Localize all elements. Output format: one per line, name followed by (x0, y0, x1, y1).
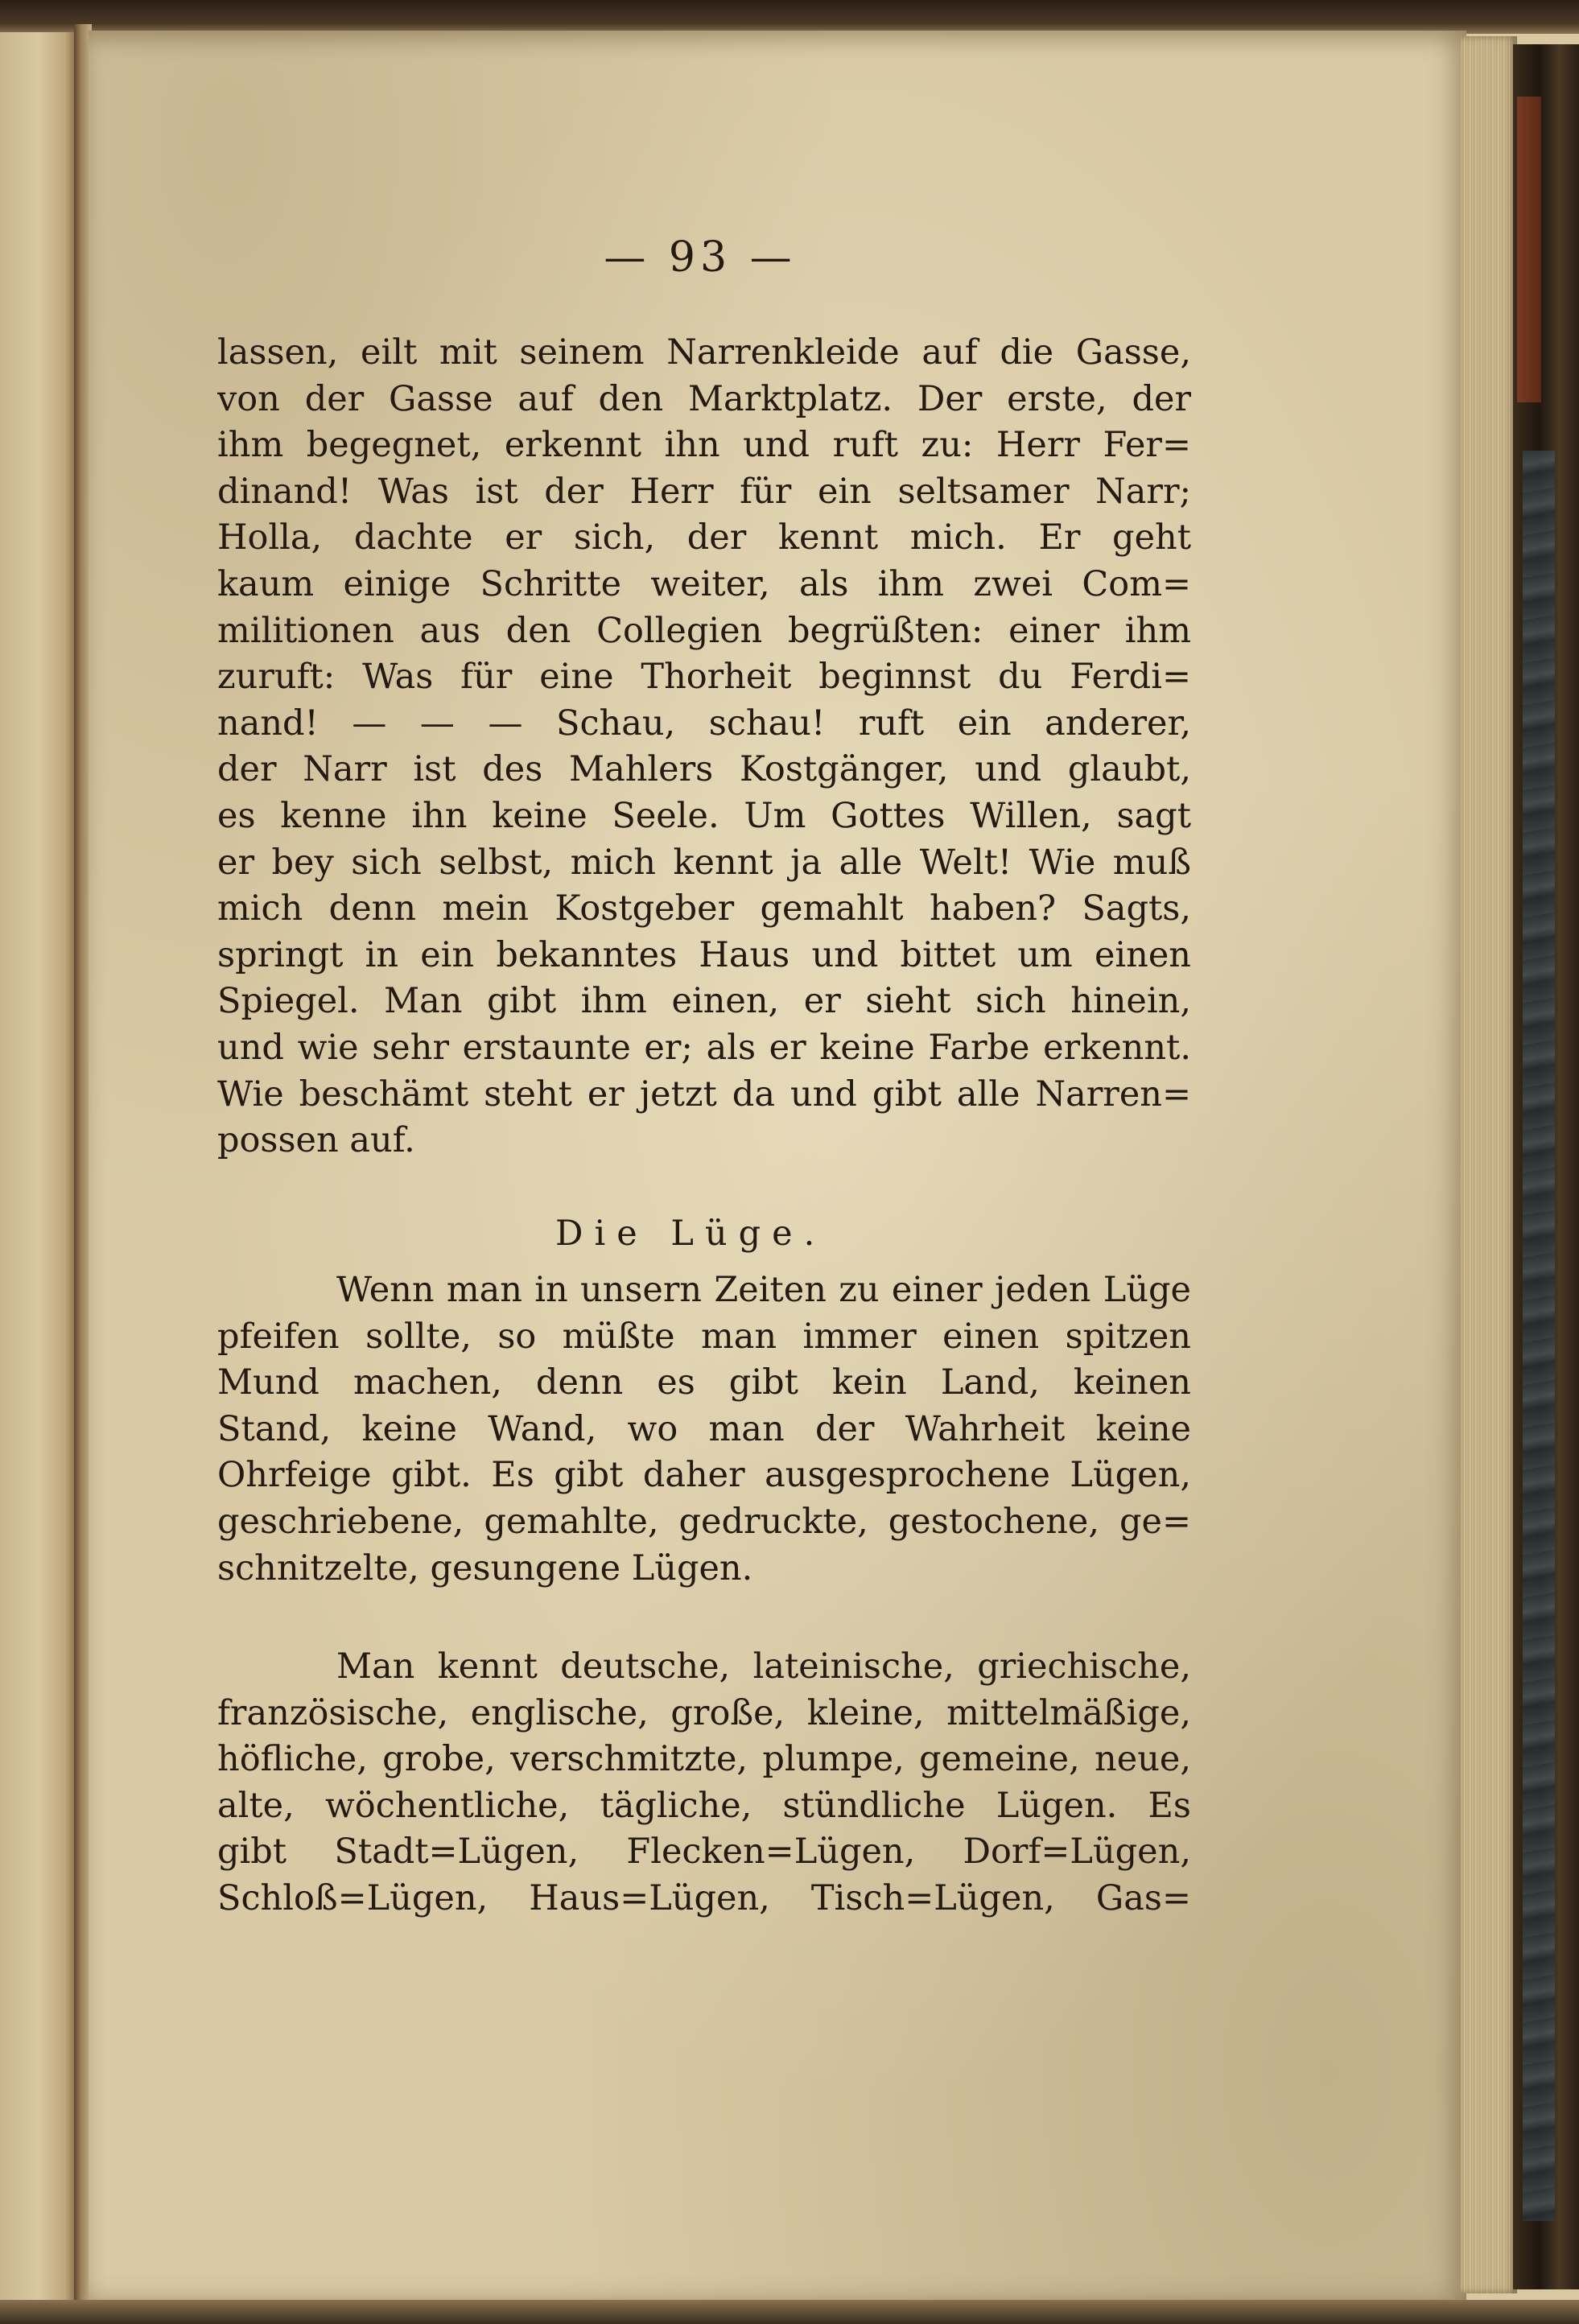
text-line: er bey sich selbst, mich kennt ja alle Welt! Wie muß (217, 842, 1191, 883)
text-line: mich denn mein Kostgeber gemahlt haben? Sagts, (217, 888, 1191, 929)
text-line: militionen aus den Collegien begrüßten: einer ihm (217, 610, 1191, 651)
text-line: kaum einige Schritte weiter, als ihm zwei Com= (217, 563, 1191, 604)
previous-page-edge (0, 32, 78, 2310)
text-line: gibt Stadt=Lügen, Flecken=Lügen, Dorf=Lügen, (217, 1832, 1191, 1873)
text-line: Ohrfeige gibt. Es gibt daher ausgesprochene Lügen, (217, 1455, 1191, 1496)
text-line: Wie beschämt steht er jetzt da und gibt alle Narren= (217, 1073, 1191, 1115)
paragraph-luege-kinds (217, 1644, 1191, 1922)
text-line: schnitzelte, gesungene Lügen. (217, 1547, 753, 1588)
text-line: possen auf. (217, 1120, 415, 1161)
text-line: Spiegel. Man gibt ihm einen, er sieht sich hinein, (217, 981, 1191, 1022)
text-line: höfliche, grobe, verschmitzte, plumpe, gemeine, neue, (217, 1739, 1191, 1780)
page-number: — 93 — (604, 233, 797, 282)
text-line: Stand, keine Wand, wo man der Wahrheit keine (217, 1408, 1191, 1449)
paragraph-luege-intro (217, 1267, 1191, 1592)
text-line: zuruft: Was für eine Thorheit beginnst du Ferdi= (217, 657, 1191, 698)
text-line: französische, englische, große, kleine, mittelmäßige, (217, 1692, 1191, 1733)
book-top-edge (0, 0, 1579, 34)
text-line: dinand! Was ist der Herr für ein seltsamer Narr; (217, 471, 1191, 512)
text-line: Schloß=Lügen, Haus=Lügen, Tisch=Lügen, Gas= (217, 1877, 1191, 1918)
text-line: Mund machen, denn es gibt kein Land, keinen (217, 1362, 1191, 1403)
text-line: geschriebene, gemahlte, gedruckte, gestochene, ge= (217, 1501, 1191, 1542)
text-line: pfeifen sollte, so müßte man immer einen spitzen (217, 1316, 1191, 1357)
cover-marbled-board (1523, 451, 1555, 2221)
text-line: nand! — — — Schau, schau! ruft ein anderer, (217, 703, 1191, 744)
paragraph-story-end (217, 330, 1191, 1164)
text-line: ihm begegnet, erkennt ihn und ruft zu: Herr Fer= (217, 425, 1191, 466)
cover-red-binding (1517, 97, 1541, 402)
text-line: Holla, dachte er sich, der kennt mich. Er geht (217, 517, 1191, 558)
text-line: und wie sehr erstaunte er; als er keine Farbe erkennt. (217, 1027, 1191, 1068)
text-line: lassen, eilt mit seinem Narrenkleide auf die Gasse, (217, 332, 1191, 373)
text-line: springt in ein bekanntes Haus und bittet um einen (217, 934, 1191, 975)
book-bottom-edge (0, 2300, 1579, 2324)
text-line: Man kennt deutsche, lateinische, griechische, (336, 1646, 1191, 1687)
text-line: der Narr ist des Mahlers Kostgänger, und glaubt, (217, 749, 1191, 790)
text-line: alte, wöchentliche, tägliche, stündliche Lügen. Es (217, 1785, 1191, 1826)
text-line: von der Gasse auf den Marktplatz. Der erste, der (217, 378, 1191, 419)
text-line: Wenn man in unsern Zeiten zu einer jeden Lüge (336, 1270, 1191, 1310)
text-line: es kenne ihn keine Seele. Um Gottes Willen, sagt (217, 795, 1191, 836)
page-block-edges (1461, 36, 1517, 2293)
section-heading: Die Lüge. (555, 1214, 827, 1254)
